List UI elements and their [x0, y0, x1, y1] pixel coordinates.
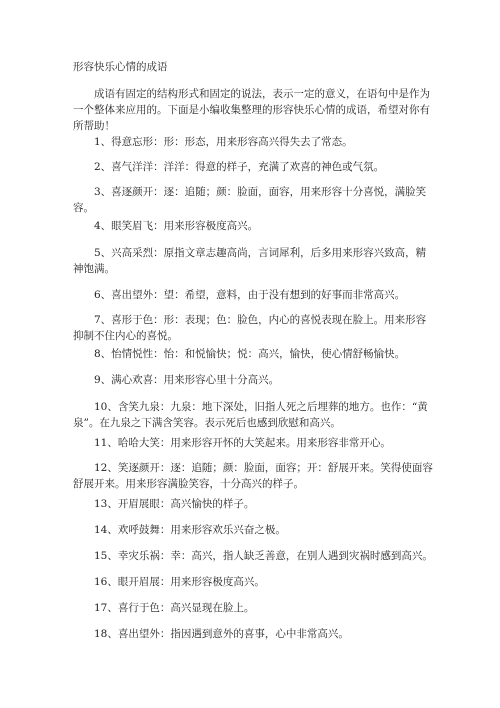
idiom-entry: 16、眼开眉展：用来形容极度高兴。 — [94, 576, 265, 588]
idiom-entry: 3、喜逐颜开：逐：追随；颜：脸面，面容，用来形容十分喜悦，满脸笑容。 — [73, 186, 427, 214]
idiom-entry: 15、幸灾乐祸：幸：高兴，指人缺乏善意，在别人遇到灾祸时感到高兴。 — [94, 550, 433, 562]
document-title: 形容快乐心情的成语 — [73, 61, 168, 73]
intro-paragraph: 成语有固定的结构形式和固定的说法，表示一定的意义，在语句中是作为一个整体来应用的。下面是小编收集整理的形容快乐心情的成语，希望对你有所帮助！ — [73, 88, 430, 132]
idiom-entry: 4、眼笑眉飞：用来形容极度高兴。 — [94, 220, 259, 232]
idiom-entry: 18、喜出望外：指因遇到意外的喜事，心中非常高兴。 — [94, 628, 349, 640]
idiom-entry: 10、含笑九泉：九泉：地下深处，旧指人死之后埋葬的地方。也作：“黄泉”。在九泉之下满含笑容。表示死后也感到欣慰和高兴。 — [73, 401, 428, 429]
idiom-entry: 8、怡情悦性：怡：和悦愉快；悦：高兴，愉快，使心情舒畅愉快。 — [94, 348, 406, 360]
idiom-entry: 14、欢呼鼓舞：用来形容欢乐兴奋之极。 — [94, 524, 286, 536]
idiom-entry: 11、哈哈大笑：用来形容开怀的大笑起来。用来形容非常开心。 — [94, 437, 391, 449]
idiom-entry: 2、喜气洋洋：洋洋：得意的样子，充满了欢喜的神色或气氛。 — [94, 161, 385, 173]
idiom-entry: 6、喜出望外：望：希望，意料，由于没有想到的好事而非常高兴。 — [94, 289, 406, 301]
idiom-entry: 7、喜形于色：形：表现；色：脸色，内心的喜悦表现在脸上。用来形容抑制不住内心的喜悦。 — [73, 314, 427, 342]
idiom-entry: 12、笑逐颜开：逐：追随；颜：脸面，面容；开：舒展开来。笑得使面容舒展开来。用来形容满脸笑容，十分高兴的样子。 — [73, 462, 433, 490]
idiom-entry: 17、喜行于色：高兴显现在脸上。 — [94, 602, 255, 614]
idiom-entry: 13、开眉展眼：高兴愉快的样子。 — [94, 498, 255, 510]
idiom-entry: 9、满心欢喜：用来形容心里十分高兴。 — [94, 374, 280, 386]
idiom-entry: 1、得意忘形：形：形态，用来形容高兴得失去了常态。 — [94, 136, 353, 148]
idiom-entry: 5、兴高采烈：原指文章志趣高尚，言词犀利，后多用来形容兴致高，精神饱满。 — [73, 247, 427, 275]
